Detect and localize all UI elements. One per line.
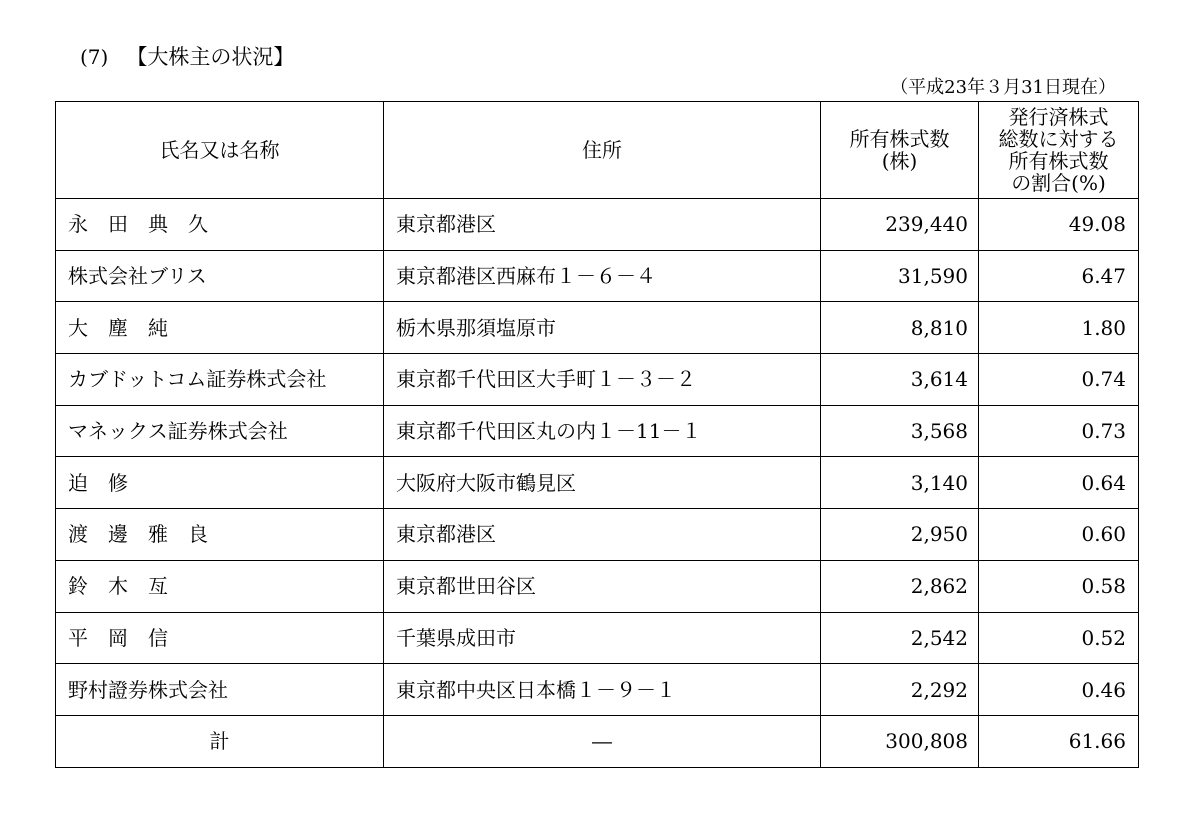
shareholder-row — [56, 354, 1139, 406]
header-ratio-line: 所有株式数 — [1008, 149, 1109, 173]
shareholder-name: 迫 修 — [56, 457, 384, 509]
ownership-ratio: 0.74 — [979, 354, 1139, 406]
header-shares-unit: (株) — [881, 149, 918, 173]
header-ratio-line: の割合(%) — [1011, 171, 1106, 195]
shareholder-row — [56, 250, 1139, 302]
shares-held: 3,614 — [821, 354, 979, 406]
shareholder-row — [56, 509, 1139, 561]
shareholder-row — [56, 560, 1139, 612]
shareholder-row — [56, 457, 1139, 509]
shares-held: 2,292 — [821, 664, 979, 716]
shares-held: 239,440 — [821, 199, 979, 251]
shares-held: 3,140 — [821, 457, 979, 509]
shareholder-name: 野村證券株式会社 — [56, 664, 384, 716]
shareholder-address: 東京都千代田区大手町１－３－２ — [384, 354, 821, 406]
as-of-date: （平成23年３月31日現在） — [890, 77, 1116, 98]
total-row — [56, 715, 1139, 767]
shareholder-row — [56, 199, 1139, 251]
section-heading: 【大株主の状況】 — [126, 45, 295, 69]
total-label: 計 — [56, 715, 384, 767]
shareholder-name: 鈴 木 亙 — [56, 560, 384, 612]
ownership-ratio: 49.08 — [979, 199, 1139, 251]
shares-held: 2,950 — [821, 509, 979, 561]
shareholder-name: マネックス証券株式会社 — [56, 405, 384, 457]
ownership-ratio: 0.64 — [979, 457, 1139, 509]
ownership-ratio: 0.52 — [979, 612, 1139, 664]
shareholder-name: 渡 邊 雅 良 — [56, 509, 384, 561]
section-title — [80, 45, 294, 69]
shareholder-address: 東京都港区西麻布１－６－４ — [384, 250, 821, 302]
shareholder-row — [56, 612, 1139, 664]
shareholder-address: 東京都千代田区丸の内１－11－１ — [384, 405, 821, 457]
major-shareholders-table — [55, 101, 1139, 768]
shareholder-name: 大 塵 純 — [56, 302, 384, 354]
ownership-ratio: 0.58 — [979, 560, 1139, 612]
header-ratio-line: 発行済株式 — [1008, 105, 1109, 129]
ownership-ratio: 0.46 — [979, 664, 1139, 716]
header-ratio — [979, 102, 1139, 199]
shareholder-row — [56, 664, 1139, 716]
header-name: 氏名又は名称 — [56, 102, 384, 199]
shareholder-row — [56, 302, 1139, 354]
ownership-ratio: 1.80 — [979, 302, 1139, 354]
shareholder-address: 栃木県那須塩原市 — [384, 302, 821, 354]
header-ratio-line: 総数に対する — [998, 127, 1119, 151]
shareholder-address: 千葉県成田市 — [384, 612, 821, 664]
ownership-ratio: 6.47 — [979, 250, 1139, 302]
shareholder-address: 東京都中央区日本橋１－９－１ — [384, 664, 821, 716]
shareholder-name: 株式会社ブリス — [56, 250, 384, 302]
shares-held: 31,590 — [821, 250, 979, 302]
shareholder-name: 永 田 典 久 — [56, 199, 384, 251]
shares-held: 8,810 — [821, 302, 979, 354]
total-address: ― — [384, 715, 821, 767]
header-address: 住所 — [384, 102, 821, 199]
total-shares: 300,808 — [821, 715, 979, 767]
shareholder-name: 平 岡 信 — [56, 612, 384, 664]
shares-held: 3,568 — [821, 405, 979, 457]
shareholder-name: カブドットコム証券株式会社 — [56, 354, 384, 406]
ownership-ratio: 0.60 — [979, 509, 1139, 561]
shares-held: 2,542 — [821, 612, 979, 664]
header-shares — [821, 102, 979, 199]
ownership-ratio: 0.73 — [979, 405, 1139, 457]
header-shares-line: 所有株式数 — [849, 127, 950, 151]
shareholder-address: 東京都世田谷区 — [384, 560, 821, 612]
header-row — [56, 102, 1139, 199]
shareholder-row — [56, 405, 1139, 457]
shares-held: 2,862 — [821, 560, 979, 612]
shareholder-address: 東京都港区 — [384, 199, 821, 251]
total-ratio: 61.66 — [979, 715, 1139, 767]
section-number: (7) — [80, 45, 109, 69]
shareholder-address: 東京都港区 — [384, 509, 821, 561]
shareholder-address: 大阪府大阪市鶴見区 — [384, 457, 821, 509]
